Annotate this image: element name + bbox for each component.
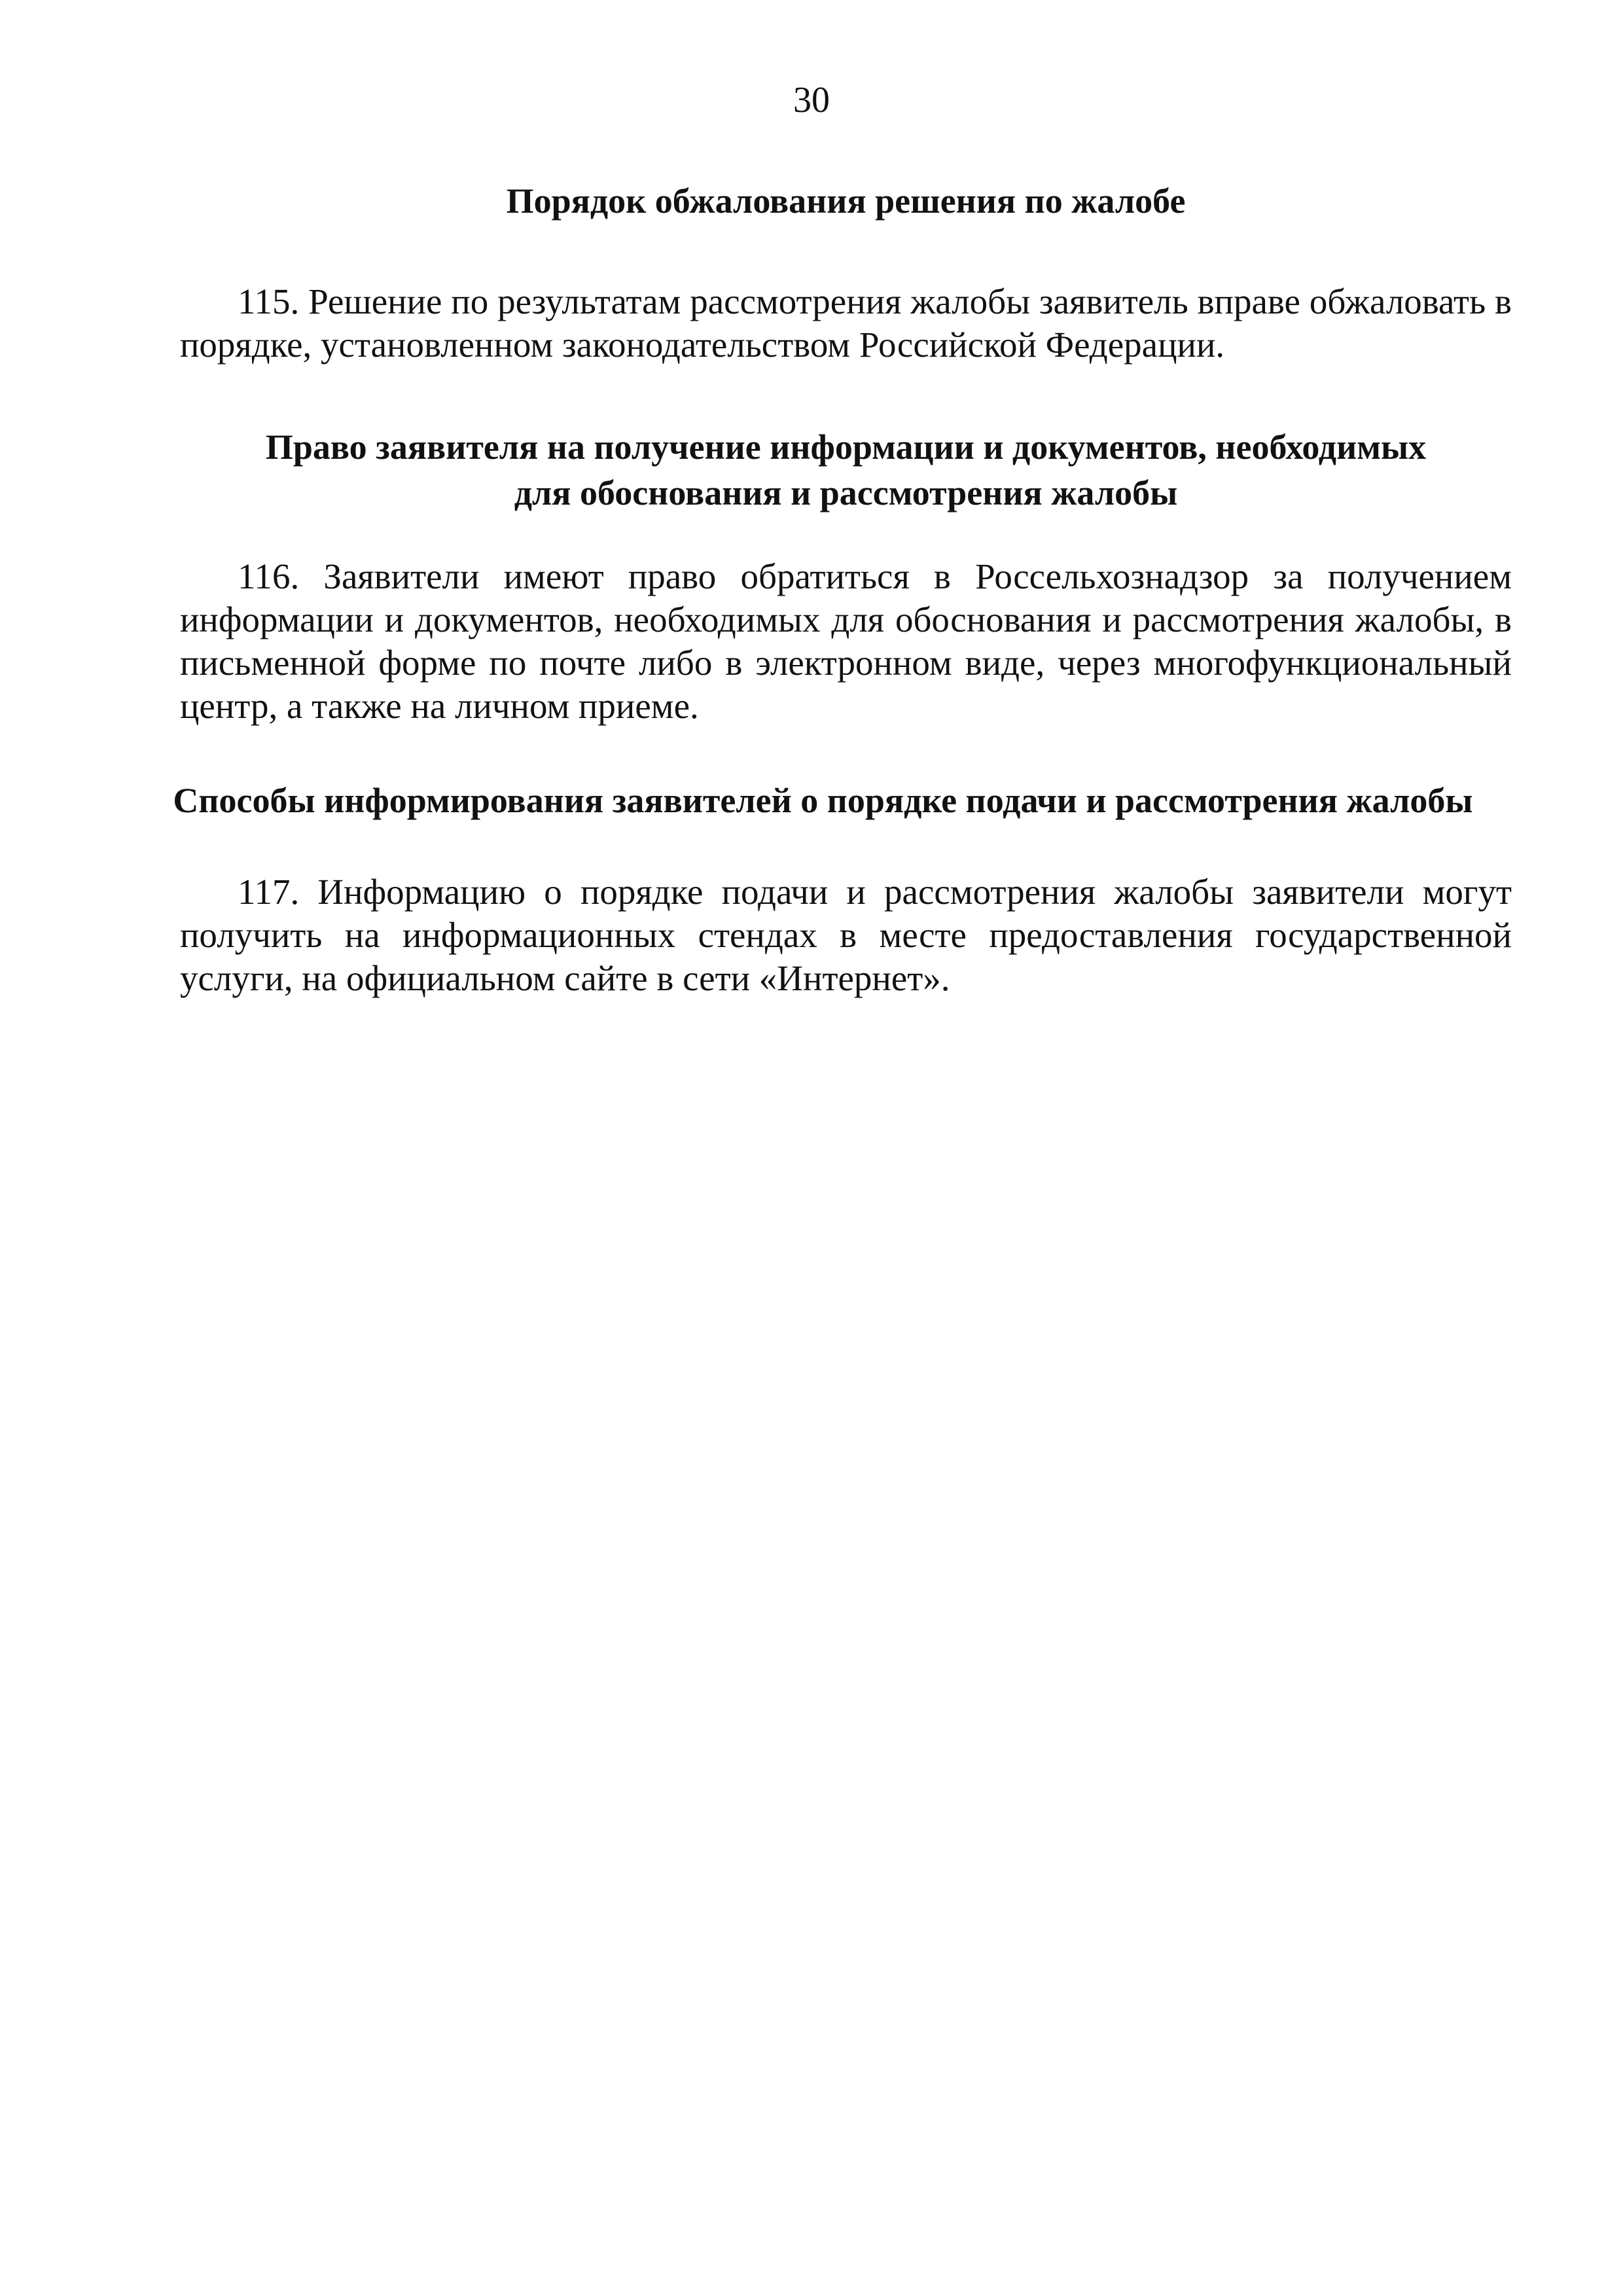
page-number: 30 [793,80,830,120]
section-heading-right-to-information [180,424,1512,516]
paragraph-116: 116. Заявители имеют право обратиться в Россельхознадзор за получением информации и документов, необходимых для обоснования и рассмотрения жалобы, в письменной форме по почте либо в электронном виде, через многофункциональный центр, а также на личном приеме. [180,556,1512,726]
paragraph-117: 117. Информацию о порядке подачи и рассмотрения жалобы заявители могут получить на информационных стендах в месте предоставления государственной услуги, на официальном сайте в сети «Интернет». [180,872,1512,998]
paragraph-115: 115. Решение по результатам рассмотрения жалобы заявитель вправе обжаловать в порядке, установленном законодательством Российской Федерации. [180,281,1512,365]
section-heading-appeal-procedure [180,178,1512,224]
document-body [173,178,1512,1000]
heading-line: Способы информирования заявителей о порядке подачи и рассмотрения жалобы [173,781,1473,820]
heading-line: Порядок обжалования решения по жалобе [506,181,1186,221]
section-heading-informing-methods [134,778,1512,823]
heading-line: для обоснования и рассмотрения жалобы [514,473,1178,512]
heading-line: Право заявителя на получение информации и документов, необходимых [265,427,1427,467]
